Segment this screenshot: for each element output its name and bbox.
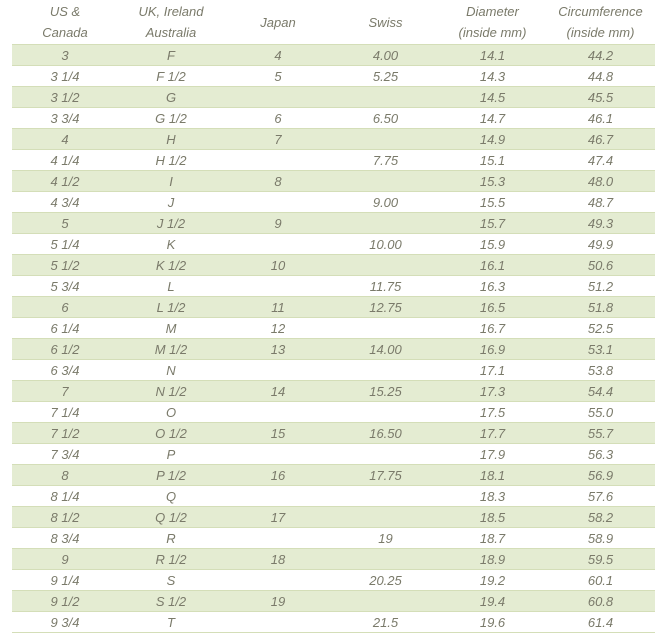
cell-japan: 14 bbox=[224, 381, 332, 402]
cell-swiss: 5.25 bbox=[332, 66, 439, 87]
cell-uk: L 1/2 bbox=[118, 297, 224, 318]
cell-japan bbox=[224, 402, 332, 423]
cell-swiss: 15.25 bbox=[332, 381, 439, 402]
header-japan: Japan bbox=[224, 0, 332, 45]
table-row bbox=[12, 570, 655, 591]
table-row bbox=[12, 423, 655, 444]
table-row bbox=[12, 339, 655, 360]
cell-swiss bbox=[332, 591, 439, 612]
table-body bbox=[12, 45, 655, 633]
table-row bbox=[12, 213, 655, 234]
cell-swiss: 9.00 bbox=[332, 192, 439, 213]
cell-circumference: 46.7 bbox=[546, 129, 655, 150]
cell-circumference: 51.2 bbox=[546, 276, 655, 297]
table-row bbox=[12, 129, 655, 150]
table-row bbox=[12, 318, 655, 339]
cell-swiss: 21.5 bbox=[332, 612, 439, 633]
cell-japan: 18 bbox=[224, 549, 332, 570]
table-row bbox=[12, 66, 655, 87]
cell-swiss bbox=[332, 129, 439, 150]
table-row bbox=[12, 234, 655, 255]
cell-uk: Q 1/2 bbox=[118, 507, 224, 528]
table-row bbox=[12, 297, 655, 318]
cell-circumference: 60.1 bbox=[546, 570, 655, 591]
cell-uk: G 1/2 bbox=[118, 108, 224, 129]
cell-us-canada: 3 bbox=[12, 45, 118, 66]
cell-diameter: 15.9 bbox=[439, 234, 546, 255]
cell-swiss: 11.75 bbox=[332, 276, 439, 297]
cell-uk: J bbox=[118, 192, 224, 213]
cell-swiss: 7.75 bbox=[332, 150, 439, 171]
header-row bbox=[12, 0, 655, 45]
cell-swiss: 14.00 bbox=[332, 339, 439, 360]
cell-circumference: 53.8 bbox=[546, 360, 655, 381]
cell-diameter: 17.5 bbox=[439, 402, 546, 423]
table-row bbox=[12, 486, 655, 507]
cell-diameter: 14.7 bbox=[439, 108, 546, 129]
cell-diameter: 17.7 bbox=[439, 423, 546, 444]
cell-circumference: 56.3 bbox=[546, 444, 655, 465]
cell-circumference: 48.7 bbox=[546, 192, 655, 213]
cell-japan bbox=[224, 570, 332, 591]
cell-swiss bbox=[332, 87, 439, 108]
cell-japan bbox=[224, 234, 332, 255]
cell-swiss bbox=[332, 255, 439, 276]
cell-japan bbox=[224, 192, 332, 213]
cell-diameter: 16.3 bbox=[439, 276, 546, 297]
cell-diameter: 18.5 bbox=[439, 507, 546, 528]
cell-us-canada: 9 3/4 bbox=[12, 612, 118, 633]
cell-diameter: 16.7 bbox=[439, 318, 546, 339]
cell-circumference: 59.5 bbox=[546, 549, 655, 570]
cell-swiss: 10.00 bbox=[332, 234, 439, 255]
cell-uk: F bbox=[118, 45, 224, 66]
cell-swiss bbox=[332, 360, 439, 381]
cell-diameter: 16.5 bbox=[439, 297, 546, 318]
cell-diameter: 17.3 bbox=[439, 381, 546, 402]
table-row bbox=[12, 507, 655, 528]
cell-uk: N bbox=[118, 360, 224, 381]
cell-us-canada: 4 1/4 bbox=[12, 150, 118, 171]
cell-diameter: 16.1 bbox=[439, 255, 546, 276]
cell-us-canada: 9 1/4 bbox=[12, 570, 118, 591]
cell-circumference: 51.8 bbox=[546, 297, 655, 318]
header-us-canada: US & Canada bbox=[12, 0, 118, 45]
cell-japan: 6 bbox=[224, 108, 332, 129]
cell-us-canada: 9 bbox=[12, 549, 118, 570]
table-row bbox=[12, 444, 655, 465]
cell-diameter: 19.4 bbox=[439, 591, 546, 612]
table-row bbox=[12, 402, 655, 423]
table-row bbox=[12, 255, 655, 276]
cell-diameter: 18.1 bbox=[439, 465, 546, 486]
cell-swiss: 17.75 bbox=[332, 465, 439, 486]
cell-uk: H bbox=[118, 129, 224, 150]
cell-circumference: 53.1 bbox=[546, 339, 655, 360]
cell-japan: 10 bbox=[224, 255, 332, 276]
cell-swiss: 16.50 bbox=[332, 423, 439, 444]
cell-circumference: 54.4 bbox=[546, 381, 655, 402]
cell-us-canada: 7 1/2 bbox=[12, 423, 118, 444]
cell-uk: O bbox=[118, 402, 224, 423]
cell-swiss bbox=[332, 444, 439, 465]
cell-japan bbox=[224, 276, 332, 297]
cell-swiss: 6.50 bbox=[332, 108, 439, 129]
cell-uk: M 1/2 bbox=[118, 339, 224, 360]
cell-diameter: 18.3 bbox=[439, 486, 546, 507]
cell-diameter: 14.5 bbox=[439, 87, 546, 108]
cell-japan bbox=[224, 486, 332, 507]
cell-circumference: 57.6 bbox=[546, 486, 655, 507]
cell-japan: 19 bbox=[224, 591, 332, 612]
ring-size-table bbox=[12, 0, 655, 633]
cell-uk: K 1/2 bbox=[118, 255, 224, 276]
cell-swiss: 4.00 bbox=[332, 45, 439, 66]
cell-us-canada: 8 bbox=[12, 465, 118, 486]
cell-uk: P 1/2 bbox=[118, 465, 224, 486]
cell-us-canada: 5 1/2 bbox=[12, 255, 118, 276]
cell-diameter: 19.2 bbox=[439, 570, 546, 591]
cell-us-canada: 6 bbox=[12, 297, 118, 318]
ring-size-table-container bbox=[12, 0, 655, 633]
header-swiss: Swiss bbox=[332, 0, 439, 45]
cell-uk: L bbox=[118, 276, 224, 297]
cell-uk: O 1/2 bbox=[118, 423, 224, 444]
cell-uk: H 1/2 bbox=[118, 150, 224, 171]
cell-circumference: 55.0 bbox=[546, 402, 655, 423]
cell-us-canada: 9 1/2 bbox=[12, 591, 118, 612]
cell-circumference: 45.5 bbox=[546, 87, 655, 108]
cell-japan bbox=[224, 87, 332, 108]
cell-us-canada: 7 1/4 bbox=[12, 402, 118, 423]
cell-us-canada: 3 1/2 bbox=[12, 87, 118, 108]
cell-uk: S bbox=[118, 570, 224, 591]
cell-japan bbox=[224, 150, 332, 171]
cell-uk: R 1/2 bbox=[118, 549, 224, 570]
cell-swiss bbox=[332, 486, 439, 507]
cell-us-canada: 5 3/4 bbox=[12, 276, 118, 297]
cell-japan: 17 bbox=[224, 507, 332, 528]
cell-japan: 15 bbox=[224, 423, 332, 444]
cell-japan: 13 bbox=[224, 339, 332, 360]
cell-circumference: 58.9 bbox=[546, 528, 655, 549]
cell-circumference: 44.2 bbox=[546, 45, 655, 66]
table-row bbox=[12, 612, 655, 633]
cell-us-canada: 6 3/4 bbox=[12, 360, 118, 381]
cell-us-canada: 7 3/4 bbox=[12, 444, 118, 465]
header-circumference: Circumference (inside mm) bbox=[546, 0, 655, 45]
cell-diameter: 14.9 bbox=[439, 129, 546, 150]
cell-diameter: 17.9 bbox=[439, 444, 546, 465]
cell-diameter: 18.7 bbox=[439, 528, 546, 549]
cell-circumference: 48.0 bbox=[546, 171, 655, 192]
cell-us-canada: 4 1/2 bbox=[12, 171, 118, 192]
cell-uk: T bbox=[118, 612, 224, 633]
cell-japan bbox=[224, 444, 332, 465]
cell-us-canada: 4 bbox=[12, 129, 118, 150]
cell-uk: F 1/2 bbox=[118, 66, 224, 87]
cell-japan bbox=[224, 360, 332, 381]
cell-uk: N 1/2 bbox=[118, 381, 224, 402]
table-row bbox=[12, 528, 655, 549]
table-row bbox=[12, 192, 655, 213]
header-uk-ireland-australia: UK, Ireland Australia bbox=[118, 0, 224, 45]
table-header bbox=[12, 0, 655, 45]
table-row bbox=[12, 171, 655, 192]
cell-us-canada: 7 bbox=[12, 381, 118, 402]
table-row bbox=[12, 381, 655, 402]
table-row bbox=[12, 150, 655, 171]
cell-japan bbox=[224, 528, 332, 549]
cell-swiss: 19 bbox=[332, 528, 439, 549]
cell-japan: 7 bbox=[224, 129, 332, 150]
cell-japan: 8 bbox=[224, 171, 332, 192]
cell-swiss: 12.75 bbox=[332, 297, 439, 318]
table-row bbox=[12, 87, 655, 108]
cell-us-canada: 5 bbox=[12, 213, 118, 234]
cell-uk: R bbox=[118, 528, 224, 549]
cell-diameter: 15.5 bbox=[439, 192, 546, 213]
cell-diameter: 18.9 bbox=[439, 549, 546, 570]
cell-japan: 9 bbox=[224, 213, 332, 234]
cell-us-canada: 8 1/4 bbox=[12, 486, 118, 507]
cell-circumference: 52.5 bbox=[546, 318, 655, 339]
table-row bbox=[12, 591, 655, 612]
cell-uk: Q bbox=[118, 486, 224, 507]
cell-uk: S 1/2 bbox=[118, 591, 224, 612]
cell-circumference: 46.1 bbox=[546, 108, 655, 129]
table-row bbox=[12, 360, 655, 381]
cell-swiss bbox=[332, 318, 439, 339]
table-row bbox=[12, 465, 655, 486]
cell-us-canada: 8 3/4 bbox=[12, 528, 118, 549]
cell-circumference: 60.8 bbox=[546, 591, 655, 612]
cell-uk: P bbox=[118, 444, 224, 465]
table-row bbox=[12, 276, 655, 297]
cell-us-canada: 3 3/4 bbox=[12, 108, 118, 129]
cell-circumference: 47.4 bbox=[546, 150, 655, 171]
cell-swiss bbox=[332, 213, 439, 234]
cell-diameter: 15.3 bbox=[439, 171, 546, 192]
cell-circumference: 49.3 bbox=[546, 213, 655, 234]
cell-japan bbox=[224, 612, 332, 633]
cell-swiss: 20.25 bbox=[332, 570, 439, 591]
cell-us-canada: 8 1/2 bbox=[12, 507, 118, 528]
cell-uk: M bbox=[118, 318, 224, 339]
cell-us-canada: 4 3/4 bbox=[12, 192, 118, 213]
cell-us-canada: 6 1/4 bbox=[12, 318, 118, 339]
cell-swiss bbox=[332, 171, 439, 192]
cell-diameter: 16.9 bbox=[439, 339, 546, 360]
cell-circumference: 44.8 bbox=[546, 66, 655, 87]
cell-us-canada: 3 1/4 bbox=[12, 66, 118, 87]
table-row bbox=[12, 549, 655, 570]
cell-diameter: 19.6 bbox=[439, 612, 546, 633]
table-row bbox=[12, 108, 655, 129]
cell-japan: 12 bbox=[224, 318, 332, 339]
cell-diameter: 17.1 bbox=[439, 360, 546, 381]
cell-japan: 11 bbox=[224, 297, 332, 318]
cell-us-canada: 5 1/4 bbox=[12, 234, 118, 255]
cell-uk: K bbox=[118, 234, 224, 255]
cell-us-canada: 6 1/2 bbox=[12, 339, 118, 360]
header-diameter: Diameter (inside mm) bbox=[439, 0, 546, 45]
cell-circumference: 61.4 bbox=[546, 612, 655, 633]
cell-diameter: 15.7 bbox=[439, 213, 546, 234]
cell-circumference: 55.7 bbox=[546, 423, 655, 444]
cell-circumference: 49.9 bbox=[546, 234, 655, 255]
cell-diameter: 14.3 bbox=[439, 66, 546, 87]
cell-circumference: 58.2 bbox=[546, 507, 655, 528]
table-row bbox=[12, 45, 655, 66]
cell-uk: J 1/2 bbox=[118, 213, 224, 234]
cell-japan: 16 bbox=[224, 465, 332, 486]
cell-swiss bbox=[332, 549, 439, 570]
cell-circumference: 56.9 bbox=[546, 465, 655, 486]
cell-japan: 5 bbox=[224, 66, 332, 87]
cell-diameter: 14.1 bbox=[439, 45, 546, 66]
cell-diameter: 15.1 bbox=[439, 150, 546, 171]
cell-japan: 4 bbox=[224, 45, 332, 66]
cell-circumference: 50.6 bbox=[546, 255, 655, 276]
cell-swiss bbox=[332, 402, 439, 423]
cell-uk: G bbox=[118, 87, 224, 108]
cell-swiss bbox=[332, 507, 439, 528]
cell-uk: I bbox=[118, 171, 224, 192]
